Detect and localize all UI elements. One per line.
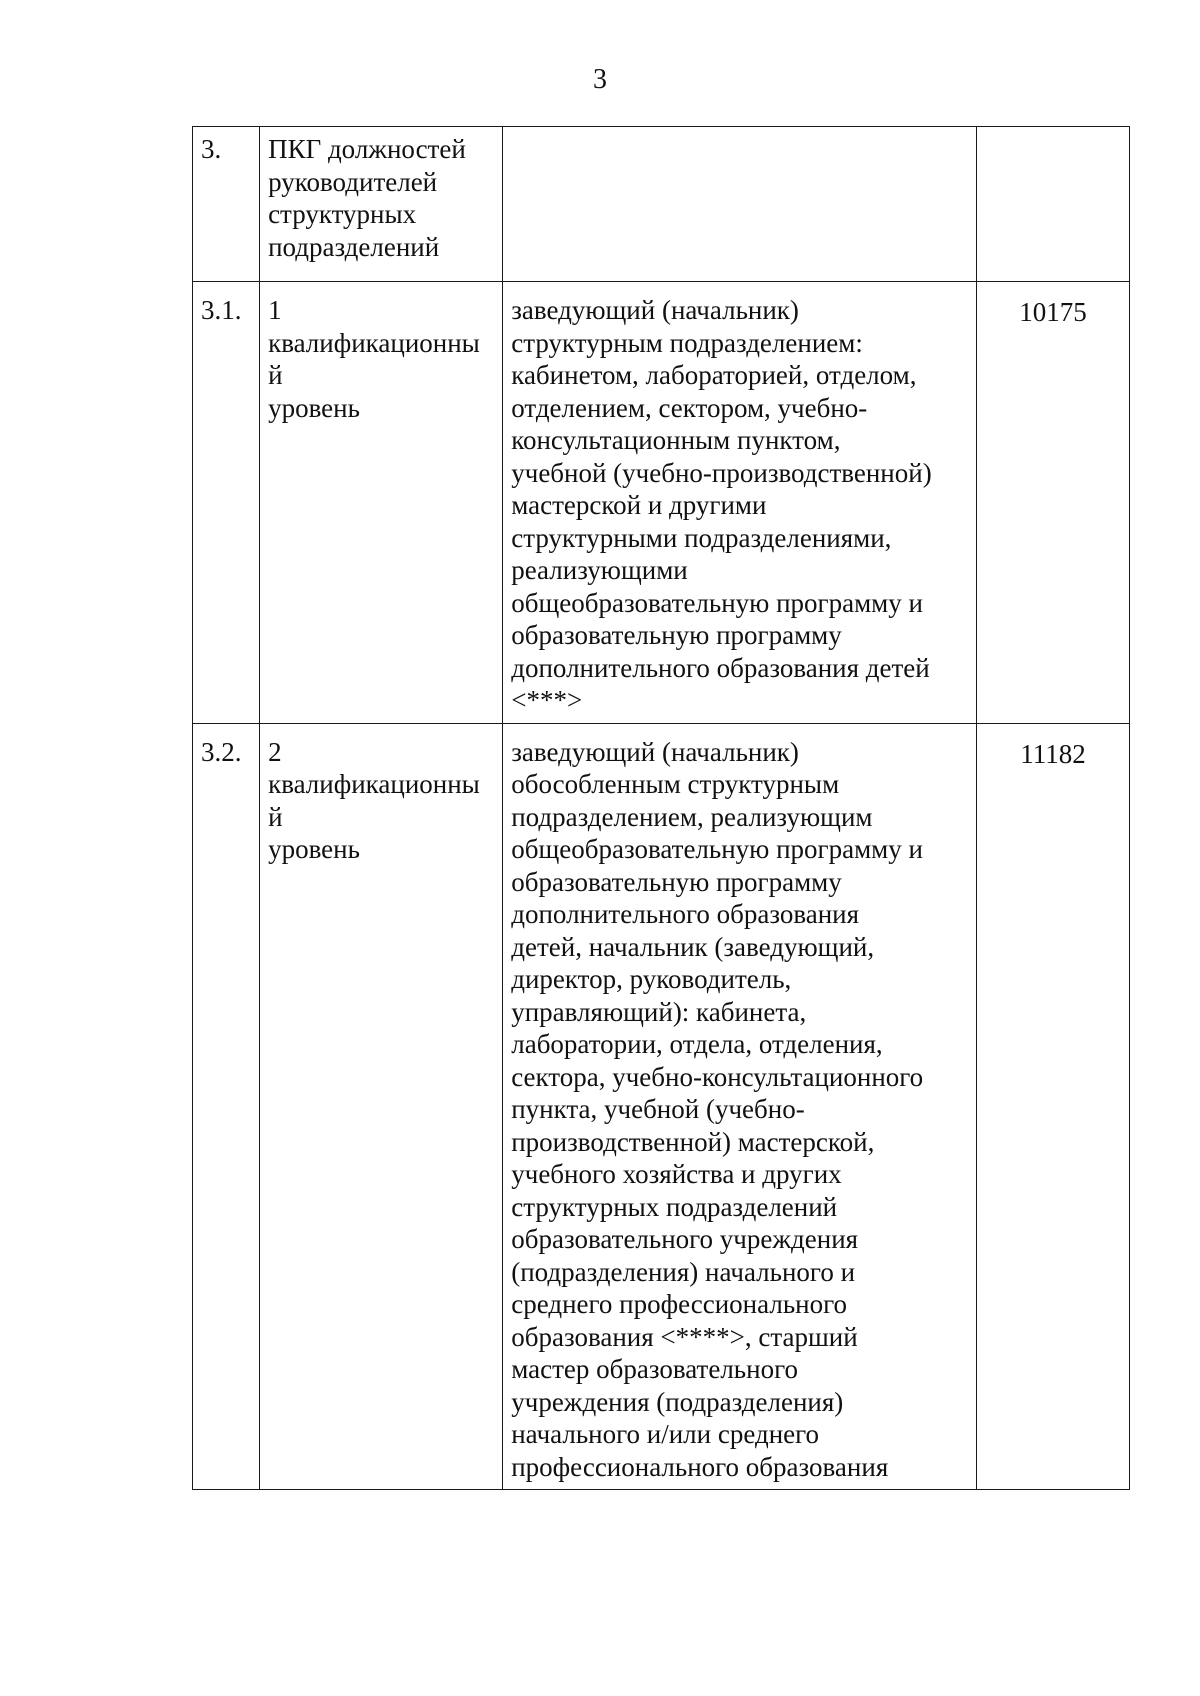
table-row [193, 127, 1130, 282]
position-description-cell: заведующий (начальник) обособленным структурным подразделением, реализующим общеобразовательную программу и образовательную программу дополнительного образования детей, начальник (заведующий, директор, руководитель, управляющий): кабинета, лаборатории, отдела, отделения, сектора, учебно-консультационного пункта, учебной (учебно- производственной) мастерской, учебного хозяйства и других структурных подразделений образовательного учреждения (подразделения) начального и среднего профессионального образования <****>, старший мастер образовательного учреждения (подразделения) начального и/или среднего профессионального образования [503, 723, 977, 1490]
group-name-cell: ПКГ должностей руководителей структурных подразделений [260, 127, 503, 282]
salary-value-cell [976, 127, 1129, 282]
position-description-cell: заведующий (начальник) структурным подразделением: кабинетом, лабораторией, отделом, отделением, сектором, учебно- консультационным пунктом, учебной (учебно-производственной) мастерской и другими структурными подразделениями, реализующими общеобразовательную программу и образовательную программу дополнительного образования детей <***> [503, 282, 977, 724]
table-row [193, 723, 1130, 1490]
position-description-cell [503, 127, 977, 282]
salary-value-cell: 11182 [976, 723, 1129, 1490]
table-row [193, 282, 1130, 724]
row-number-cell: 3.2. [193, 723, 260, 1490]
row-number-cell: 3.1. [193, 282, 260, 724]
page-number: 3 [593, 64, 607, 95]
row-number-cell: 3. [193, 127, 260, 282]
qualification-level-cell: 1 квалификационный уровень [260, 282, 503, 724]
salary-value-cell: 10175 [976, 282, 1129, 724]
qualification-level-cell: 2 квалификационный уровень [260, 723, 503, 1490]
salary-table [192, 126, 1130, 1490]
